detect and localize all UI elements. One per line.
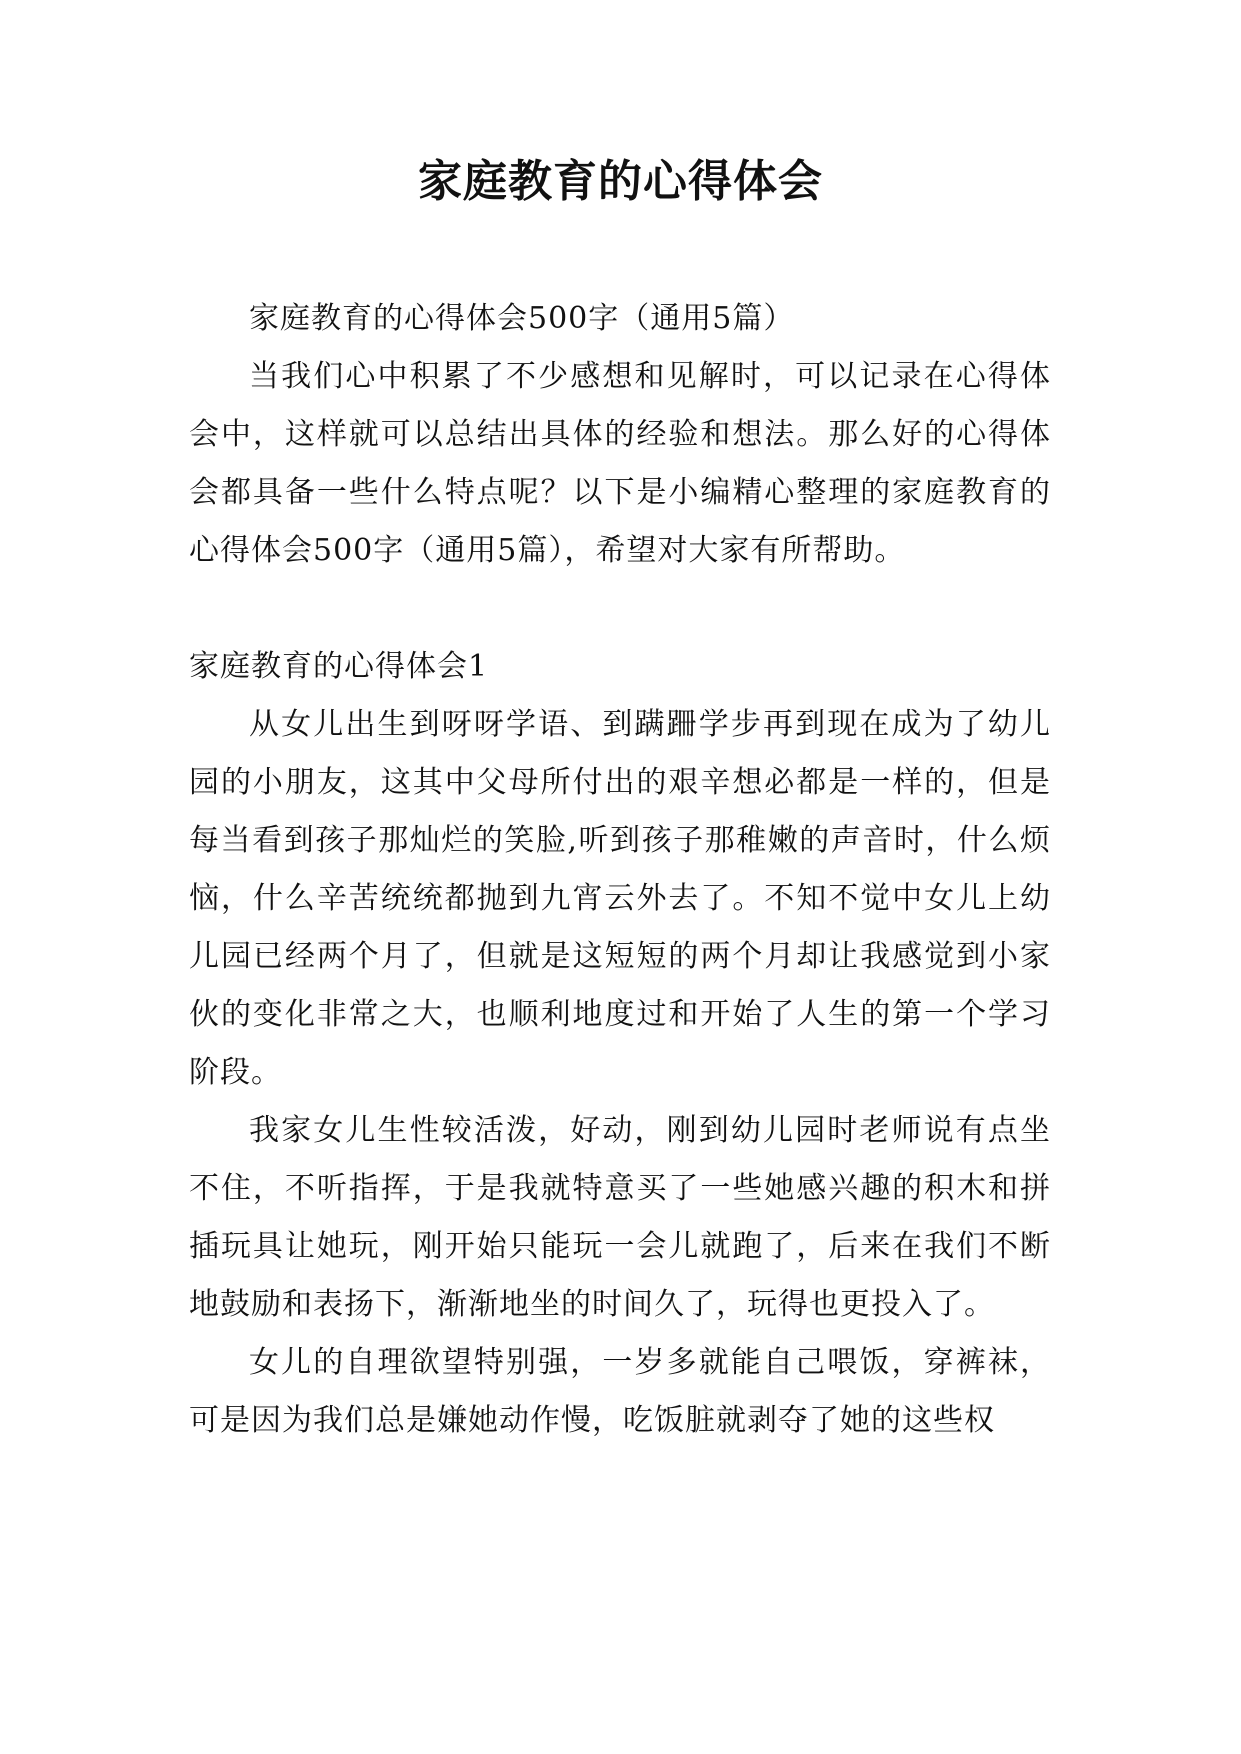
body-paragraph-2: 我家女儿生性较活泼，好动，刚到幼儿园时老师说有点坐不住，不听指挥，于是我就特意买了一些她感兴趣的积木和拼插玩具让她玩，刚开始只能玩一会儿就跑了，后来在我们不断地鼓励和表扬下，渐渐地坐的时间久了，玩得也更投入了。	[189, 1113, 1051, 1322]
body-paragraph-3: 女儿的自理欲望特别强，一岁多就能自己喂饭，穿裤袜，可是因为我们总是嫌她动作慢，吃饭脏就剥夺了她的这些权	[189, 1345, 1051, 1438]
intro-paragraph: 当我们心中积累了不少感想和见解时，可以记录在心得体会中，这样就可以总结出具体的经验和想法。那么好的心得体会都具备一些什么特点呢？以下是小编精心整理的家庭教育的心得体会500字（通用5篇），希望对大家有所帮助。	[189, 359, 1051, 568]
section-spacer	[189, 580, 1051, 638]
section-heading: 家庭教育的心得体会1	[189, 649, 489, 684]
document-title: 家庭教育的心得体会	[418, 156, 823, 207]
body-paragraph-1: 从女儿出生到呀呀学语、到蹒跚学步再到现在成为了幼儿园的小朋友，这其中父母所付出的艰辛想必都是一样的，但是每当看到孩子那灿烂的笑脸,听到孩子那稚嫩的声音时，什么烦恼，什么辛苦统统都抛到九宵云外去了。不知不觉中女儿上幼儿园已经两个月了，但就是这短短的两个月却让我感觉到小家伙的变化非常之大，也顺利地度过和开始了人生的第一个学习阶段。	[189, 707, 1051, 1090]
intro-heading: 家庭教育的心得体会500字（通用5篇）	[249, 301, 795, 336]
document-body	[189, 290, 1051, 1450]
